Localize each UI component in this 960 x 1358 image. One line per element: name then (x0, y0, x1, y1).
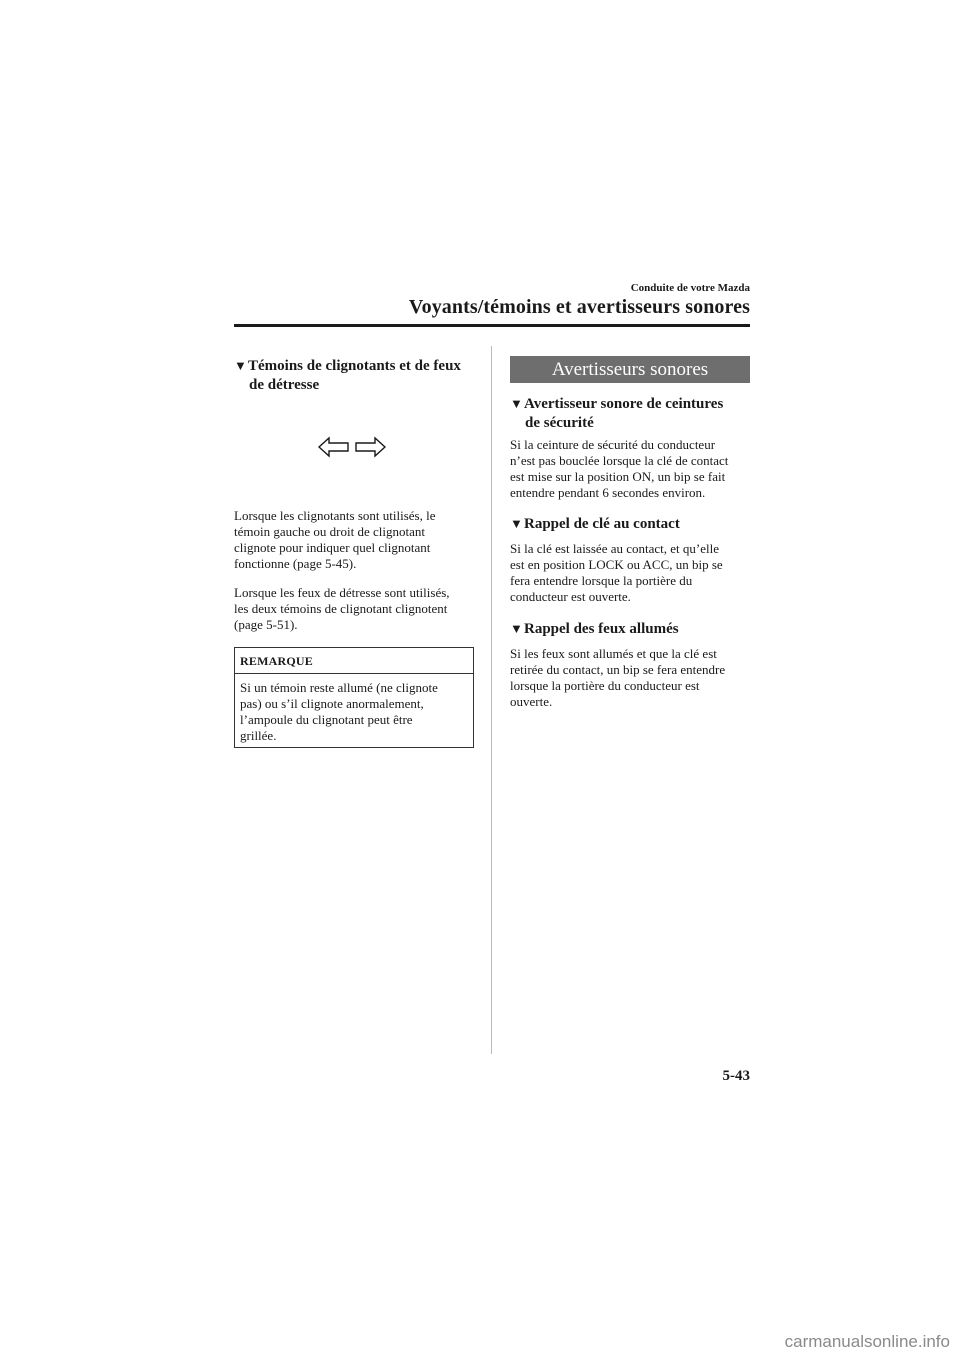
triangle-marker-icon: ▼ (510, 396, 523, 411)
chapter-label: Conduite de votre Mazda (630, 282, 750, 294)
heading-line-2: de détresse (249, 377, 320, 393)
heading-line-1: Rappel des feux allumés (524, 621, 679, 637)
text-line: (page 5-51). (234, 617, 298, 632)
page-title: Voyants/témoins et avertisseurs sonores (408, 296, 750, 318)
item-heading-lights-reminder (510, 619, 755, 639)
left-turn-arrow-icon (318, 436, 350, 458)
heading-line-1: Témoins de clignotants et de feux (248, 358, 461, 374)
heading-line-1: Avertisseur sonore de ceintures (524, 396, 724, 412)
heading-line-1: Rappel de clé au contact (524, 516, 680, 532)
note-label: REMARQUE (240, 654, 313, 668)
triangle-marker-icon: ▼ (510, 621, 523, 636)
text-line: conducteur est ouverte. (510, 589, 631, 604)
text-line: grillée. (240, 728, 277, 743)
note-divider (235, 673, 473, 674)
text-line: pas) ou s’il clignote anormalement, (240, 696, 424, 711)
text-line: Lorsque les clignotants sont utilisés, le (234, 508, 436, 523)
paragraph-hazard-lights (234, 585, 484, 633)
text-line: les deux témoins de clignotant clignotent (234, 601, 448, 616)
note-text (240, 680, 468, 744)
text-line: Si la ceinture de sécurité du conducteur (510, 437, 716, 452)
column-divider (491, 346, 492, 1054)
text-line: fonctionne (page 5-45). (234, 556, 357, 571)
text-line: Lorsque les feux de détresse sont utilisés, (234, 585, 450, 600)
paragraph-turn-signals (234, 508, 484, 572)
text-line: témoin gauche ou droit de clignotant (234, 524, 425, 539)
right-turn-arrow-icon (354, 436, 386, 458)
text-line: n’est pas bouclée lorsque la clé de contact (510, 453, 729, 468)
text-line: lorsque la portière du conducteur est (510, 678, 700, 693)
note-box (234, 647, 474, 748)
text-line: entendre pendant 6 secondes environ. (510, 485, 706, 500)
paragraph-key-reminder (510, 541, 755, 605)
text-line: fera entendre lorsque la portière du (510, 573, 693, 588)
section-heading-turn-signals (234, 356, 484, 395)
text-line: l’ampoule du clignotant peut être (240, 712, 413, 727)
item-heading-seatbelt (510, 394, 755, 433)
text-line: Si les feux sont allumés et que la clé est (510, 646, 717, 661)
item-heading-key-reminder (510, 514, 755, 534)
header-rule (234, 324, 750, 327)
text-line: ouverte. (510, 694, 553, 709)
text-line: Si un témoin reste allumé (ne clignote (240, 680, 438, 695)
paragraph-seatbelt (510, 437, 755, 501)
page-number: 5-43 (722, 1068, 750, 1084)
text-line: Si la clé est laissée au contact, et qu’elle (510, 541, 719, 556)
text-line: est mise sur la position ON, un bip se fait (510, 469, 726, 484)
triangle-marker-icon: ▼ (234, 358, 247, 373)
watermark: carmanualsonline.info (784, 1332, 950, 1351)
section-banner: Avertisseurs sonores (510, 356, 750, 383)
triangle-marker-icon: ▼ (510, 516, 523, 531)
text-line: est en position LOCK ou ACC, un bip se (510, 557, 723, 572)
paragraph-lights-reminder (510, 646, 755, 710)
text-line: clignote pour indiquer quel clignotant (234, 540, 431, 555)
heading-line-2: de sécurité (525, 415, 594, 431)
text-line: retirée du contact, un bip se fera entendre (510, 662, 726, 677)
